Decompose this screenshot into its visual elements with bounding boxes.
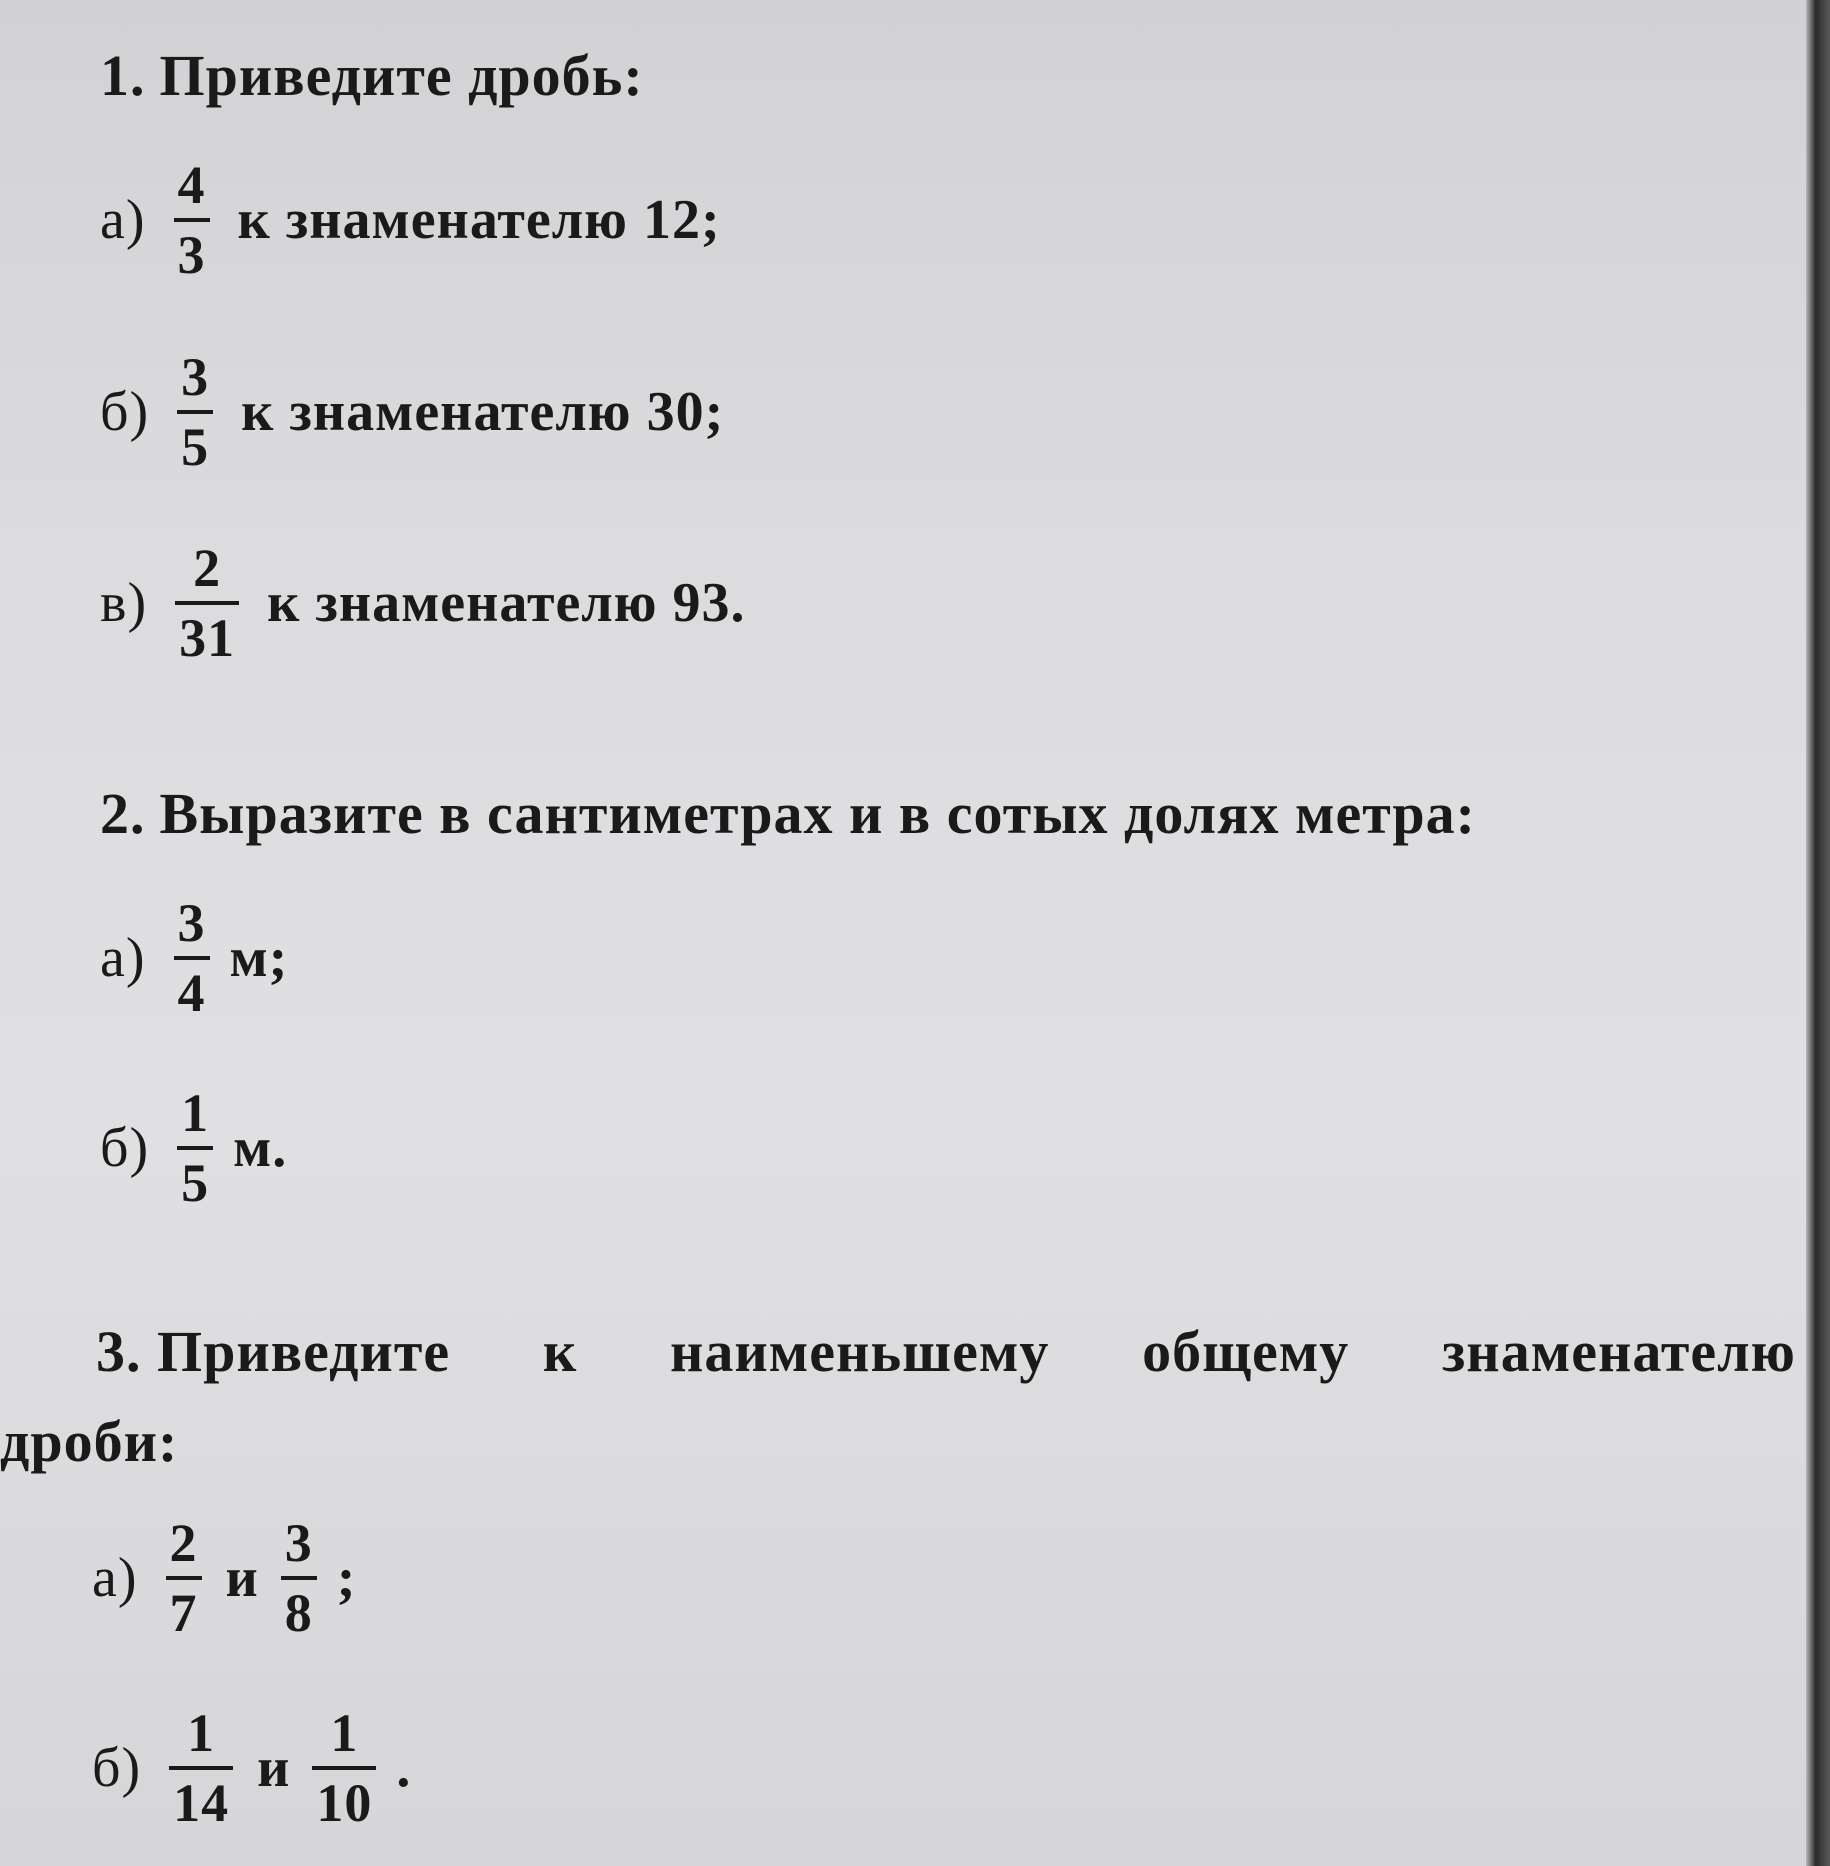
denominator: 8: [284, 1583, 313, 1643]
q2-item-b: [100, 1080, 287, 1216]
item-letter: б): [100, 381, 150, 443]
q1-item-a: [100, 152, 721, 288]
numerator: 2: [193, 538, 222, 598]
denominator: 10: [316, 1773, 373, 1833]
item-text: к знаменателю 30;: [241, 381, 725, 443]
fraction: [177, 344, 213, 480]
item-letter: а): [92, 1547, 138, 1609]
item-end-punct: ;: [336, 1547, 357, 1609]
denominator: 14: [173, 1773, 230, 1833]
question-3-word: знаменателю: [1442, 1319, 1796, 1384]
item-text: к знаменателю 12;: [237, 189, 721, 251]
question-1-number: 1.: [100, 43, 146, 108]
numerator: 1: [181, 1083, 210, 1143]
item-letter: а): [100, 927, 146, 989]
denominator: 4: [177, 963, 206, 1023]
page-binding-edge: [1806, 0, 1830, 1866]
question-3-word: наименьшему: [669, 1319, 1050, 1384]
conjunction: и: [225, 1547, 259, 1609]
denominator: 5: [181, 417, 210, 477]
question-1-heading: [100, 42, 644, 109]
q1-item-b: [100, 344, 724, 480]
q3-item-b: [92, 1700, 411, 1836]
denominator: 3: [177, 225, 206, 285]
question-3-lead: [96, 1318, 450, 1385]
question-1-title: Приведите дробь:: [159, 43, 644, 108]
numerator: 2: [169, 1513, 198, 1573]
fraction: [174, 890, 210, 1026]
fraction: [169, 1700, 233, 1836]
question-3-title-continuation: дроби:: [0, 1409, 179, 1474]
item-letter: б): [100, 1117, 150, 1179]
question-3-number: 3.: [96, 1319, 142, 1384]
item-letter: а): [100, 189, 146, 251]
conjunction: и: [257, 1737, 291, 1799]
item-letter: б): [92, 1737, 142, 1799]
item-end-punct: .: [396, 1737, 412, 1799]
item-text: м.: [233, 1117, 288, 1179]
question-3-word: к: [542, 1319, 578, 1384]
fraction: [177, 1080, 213, 1216]
numerator: 1: [187, 1703, 216, 1763]
fraction: [174, 152, 210, 288]
q3-item-a: [92, 1510, 356, 1646]
numerator: 3: [284, 1513, 313, 1573]
question-3-word: общему: [1142, 1319, 1350, 1384]
item-text: м;: [229, 927, 289, 989]
question-2-title: Выразите в сантиметрах и в сотых долях метра:: [159, 781, 1476, 846]
fraction: [166, 1510, 202, 1646]
item-text: к знаменателю 93.: [267, 572, 746, 634]
denominator: 5: [181, 1153, 210, 1213]
fraction: [281, 1510, 317, 1646]
q1-item-c: [100, 535, 746, 671]
fraction: [312, 1700, 376, 1836]
question-2-heading: [100, 780, 1476, 847]
numerator: 1: [330, 1703, 359, 1763]
question-3-word: Приведите: [157, 1319, 451, 1384]
question-2-number: 2.: [100, 781, 146, 846]
item-letter: в): [100, 572, 148, 634]
numerator: 3: [181, 347, 210, 407]
question-3-heading: [96, 1318, 1796, 1385]
denominator: 7: [169, 1583, 198, 1643]
q2-item-a: [100, 890, 288, 1026]
denominator: 31: [179, 608, 236, 668]
fraction: [175, 535, 239, 671]
numerator: 3: [177, 893, 206, 953]
numerator: 4: [177, 155, 206, 215]
